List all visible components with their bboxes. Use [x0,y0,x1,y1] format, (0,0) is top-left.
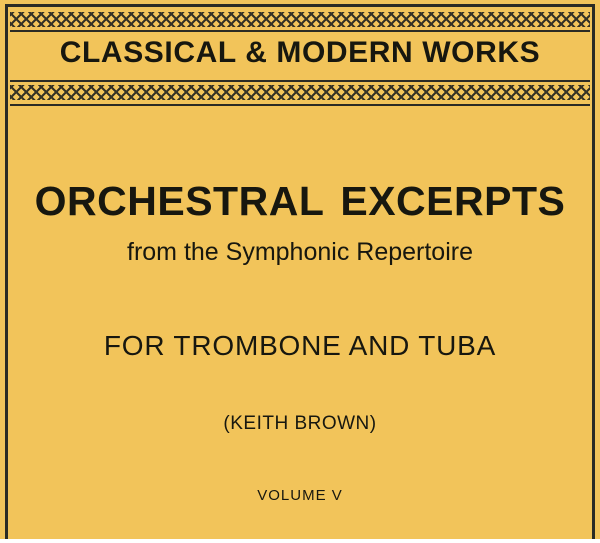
instrumentation-line: FOR TROMBONE AND TUBA [103,330,497,361]
page-title [0,178,600,225]
ornament-pattern [10,12,590,27]
subtitle: from the Symphonic Repertoire [127,238,473,266]
divider-rule-bottom [10,104,590,106]
volume-number: VOLUME V [257,487,343,504]
ornament-pattern [10,85,590,100]
page-title-word-2: EXCERPTS [340,178,566,224]
editor-credit: (KEITH BROWN) [223,413,377,434]
divider-rule-upper [10,30,590,32]
ornamental-band-middle [10,85,590,100]
ornamental-band-top [10,12,590,27]
bottom-edge [0,539,600,543]
page-title-word-1: ORCHESTRAL [34,178,325,224]
divider-rule-lower [10,80,590,82]
series-title: CLASSICAL & MODERN WORKS [59,36,541,69]
